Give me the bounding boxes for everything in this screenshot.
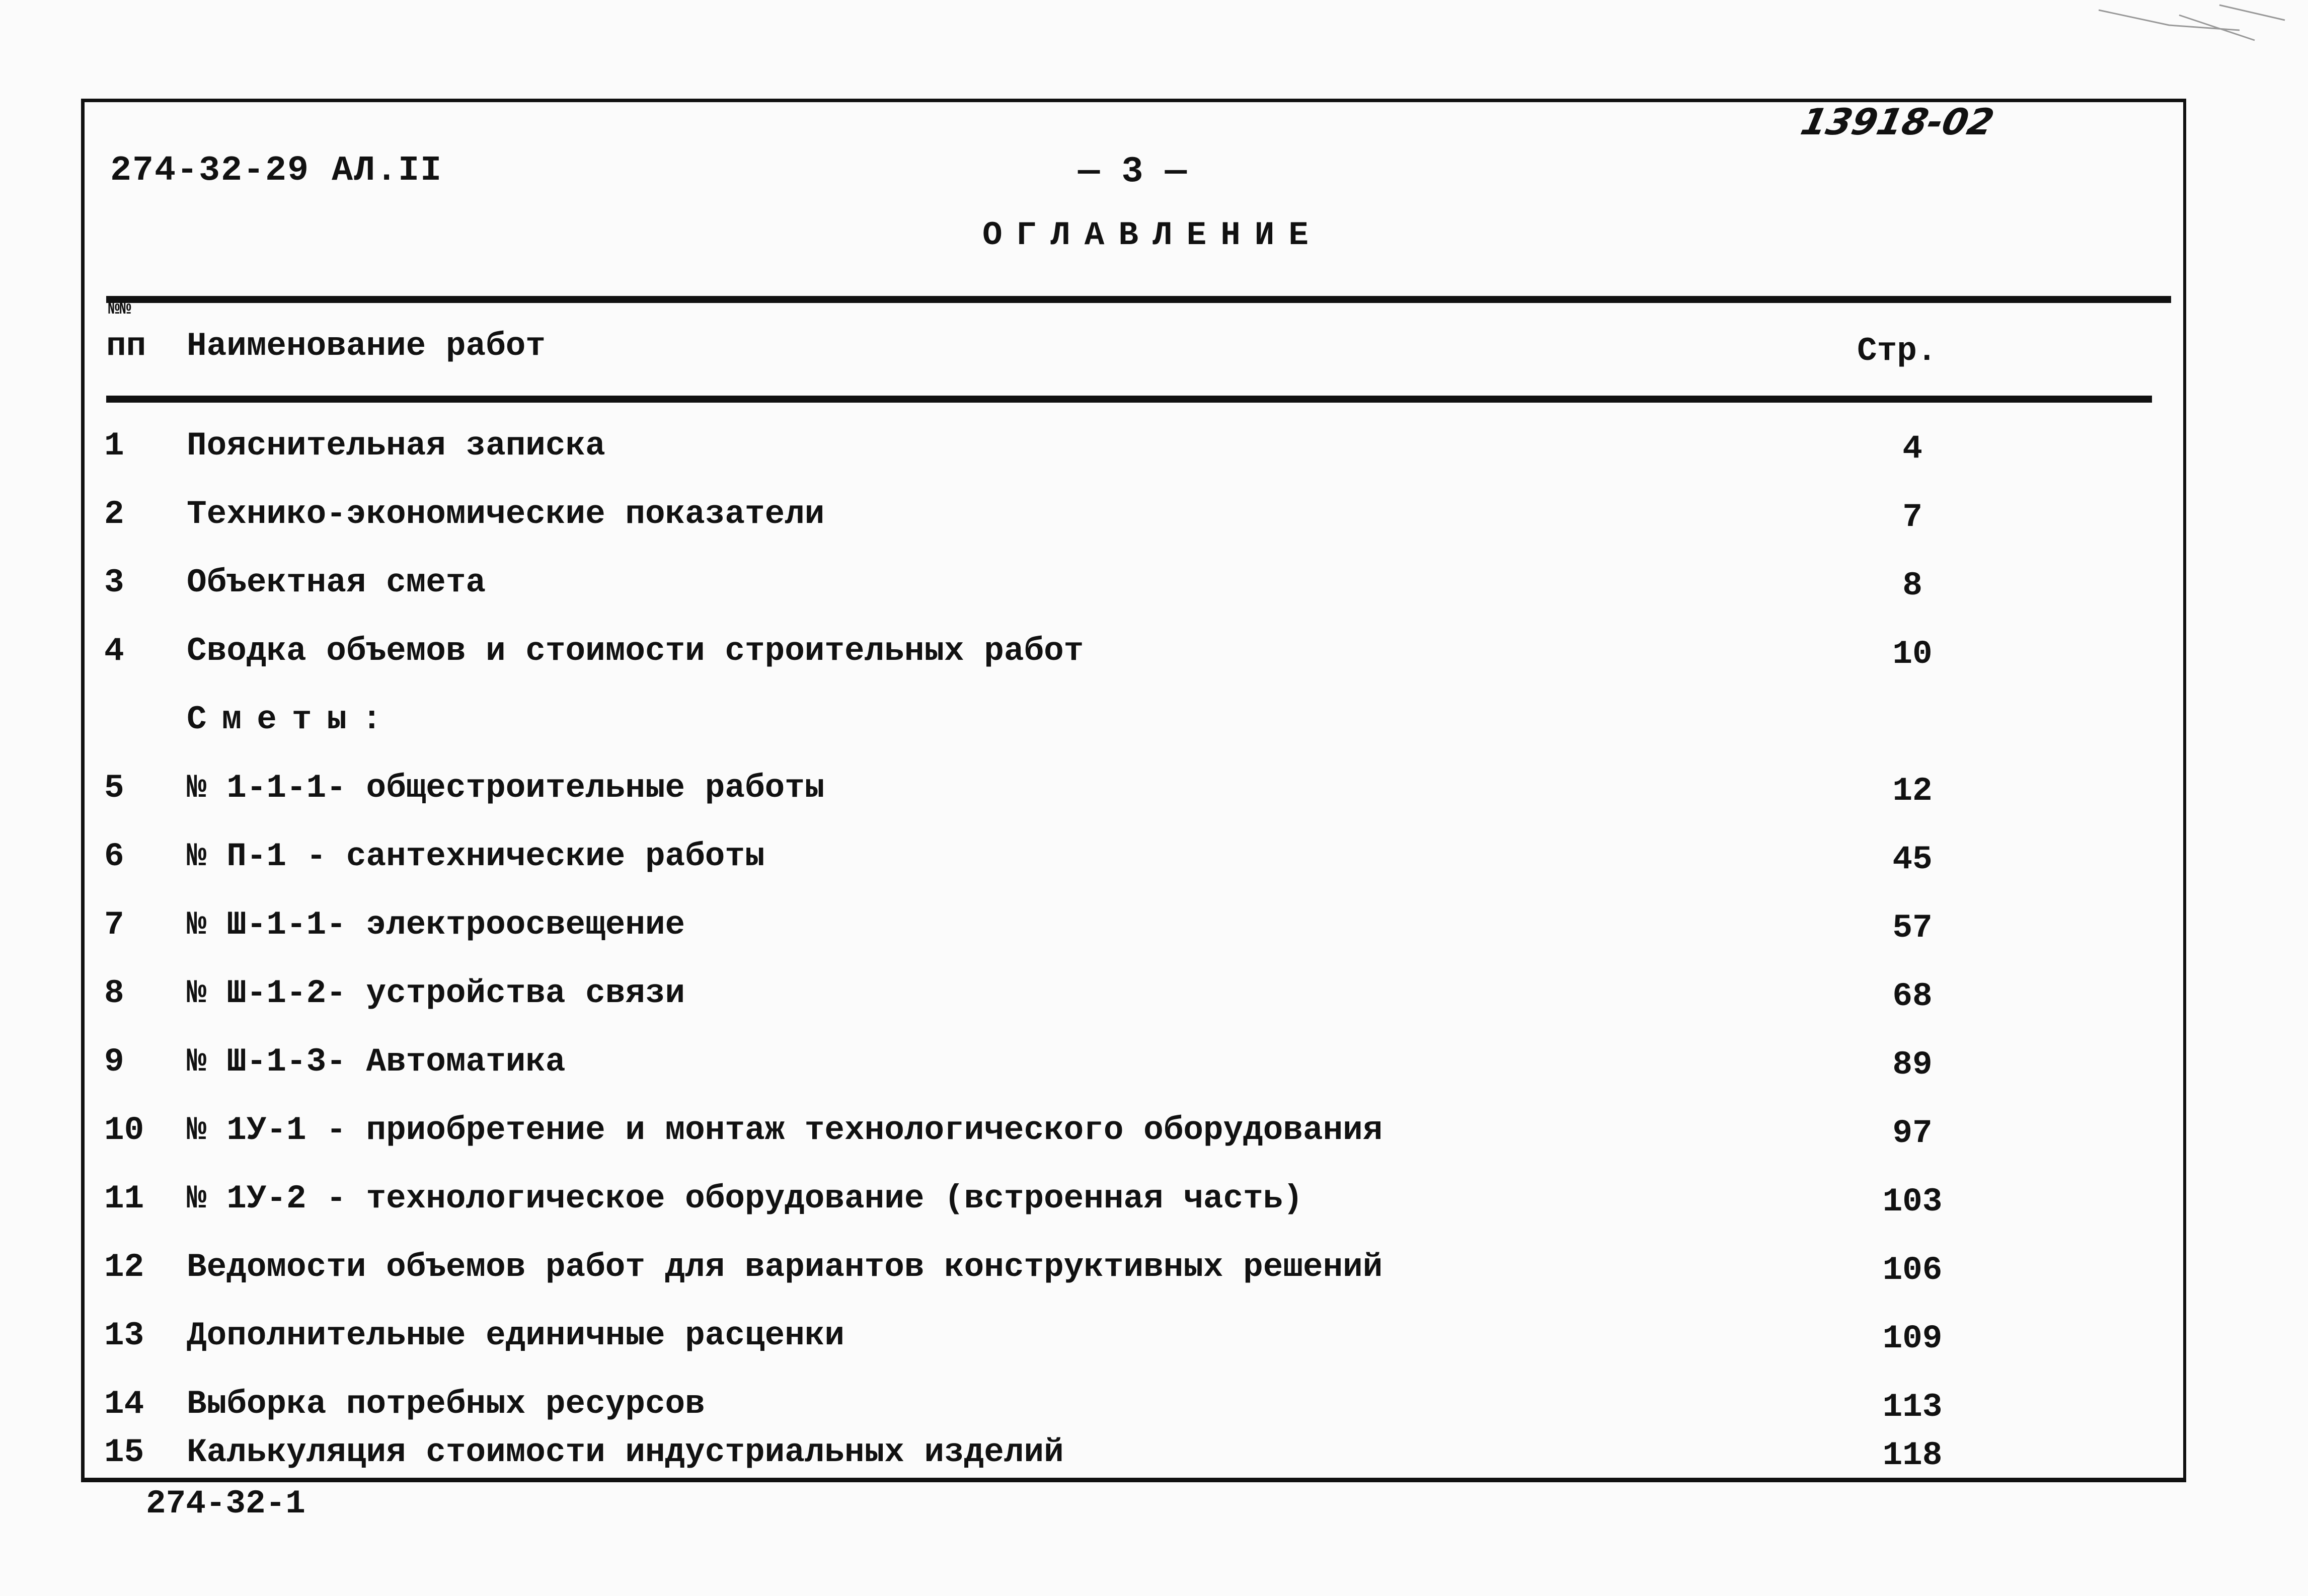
contents-row [0,1180,2308,1248]
contents-row [0,974,2308,1043]
row-page: 45 [1892,841,1933,878]
row-number: 4 [104,632,124,670]
row-number: 3 [104,564,124,601]
handwritten-reference: 13918-02 [1797,101,1998,143]
row-number: 10 [104,1111,144,1149]
contents-row [0,1043,2308,1111]
contents-row [0,838,2308,906]
row-page: 7 [1902,498,1922,536]
contents-row [0,632,2308,701]
row-page: 12 [1892,772,1933,810]
row-page: 97 [1892,1114,1933,1152]
contents-list [0,427,2308,1484]
row-page: 68 [1892,977,1933,1015]
row-title: Дополнительные единичные расценки [187,1317,845,1354]
contents-row [0,769,2308,838]
row-page: 10 [1892,635,1933,673]
row-page: 113 [1882,1388,1943,1426]
row-title: № П-1 - сантехнические работы [187,838,765,875]
scan-artifact [2089,0,2290,60]
contents-row [0,1111,2308,1180]
row-number: 14 [104,1385,144,1423]
contents-row [0,1317,2308,1385]
row-title: Технико-экономические показатели [187,495,825,533]
row-number: 6 [104,838,124,875]
contents-row [0,906,2308,974]
row-title: Выборка потребных ресурсов [187,1385,705,1423]
page-title: ОГЛАВЛЕНИЕ [982,216,1323,254]
page-number: — 3 — [1078,151,1187,192]
row-number: 7 [104,906,124,944]
row-number: 2 [104,495,124,533]
row-title: Объектная смета [187,564,486,601]
document-code: 274-32-29 АЛ.II [110,151,443,191]
row-title: № Ш-1-3- Автоматика [187,1043,566,1081]
footer-code: 274-32-1 [146,1485,305,1523]
row-page: 106 [1882,1251,1943,1289]
row-page: 89 [1892,1046,1933,1084]
row-number: 15 [104,1433,144,1471]
row-title: № Ш-1-2- устройства связи [187,974,685,1012]
row-title: Ведомости объемов работ для вариантов конструктивных решений [187,1248,1383,1286]
contents-row [0,427,2308,495]
header-name-label: Наименование работ [187,327,546,365]
contents-row [0,701,2308,769]
header-number-sign: №№ [108,298,131,320]
row-title: Сводка объемов и стоимости строительных работ [187,632,1084,670]
row-number: 5 [104,769,124,807]
row-number: 9 [104,1043,124,1081]
row-number: 1 [104,427,124,465]
row-title: № 1У-2 - технологическое оборудование (встроенная часть) [187,1180,1303,1218]
row-number: 12 [104,1248,144,1286]
contents-row [0,495,2308,564]
row-page: 118 [1882,1436,1943,1474]
row-title: Пояснительная записка [187,427,605,465]
contents-row [0,1433,2308,1484]
contents-row [0,1248,2308,1317]
row-number: 8 [104,974,124,1012]
row-page: 8 [1902,567,1922,604]
row-title: № Ш-1-1- электроосвещение [187,906,685,944]
row-page: 109 [1882,1320,1943,1357]
row-title: Сметы: [187,701,397,738]
row-page: 4 [1902,430,1922,468]
table-top-rule [106,296,2171,303]
row-page: 57 [1892,909,1933,947]
header-number-label: пп [106,327,146,365]
row-page: 103 [1882,1183,1943,1221]
row-number: 13 [104,1317,144,1354]
row-title: № 1У-1 - приобретение и монтаж технологического оборудования [187,1111,1383,1149]
header-page-label: Стр. [1857,332,1937,370]
row-number: 11 [104,1180,144,1218]
contents-row [0,564,2308,632]
table-header-rule [106,396,2152,403]
row-title: № 1-1-1- общестроительные работы [187,769,825,807]
row-title: Калькуляция стоимости индустриальных изделий [187,1433,1064,1471]
